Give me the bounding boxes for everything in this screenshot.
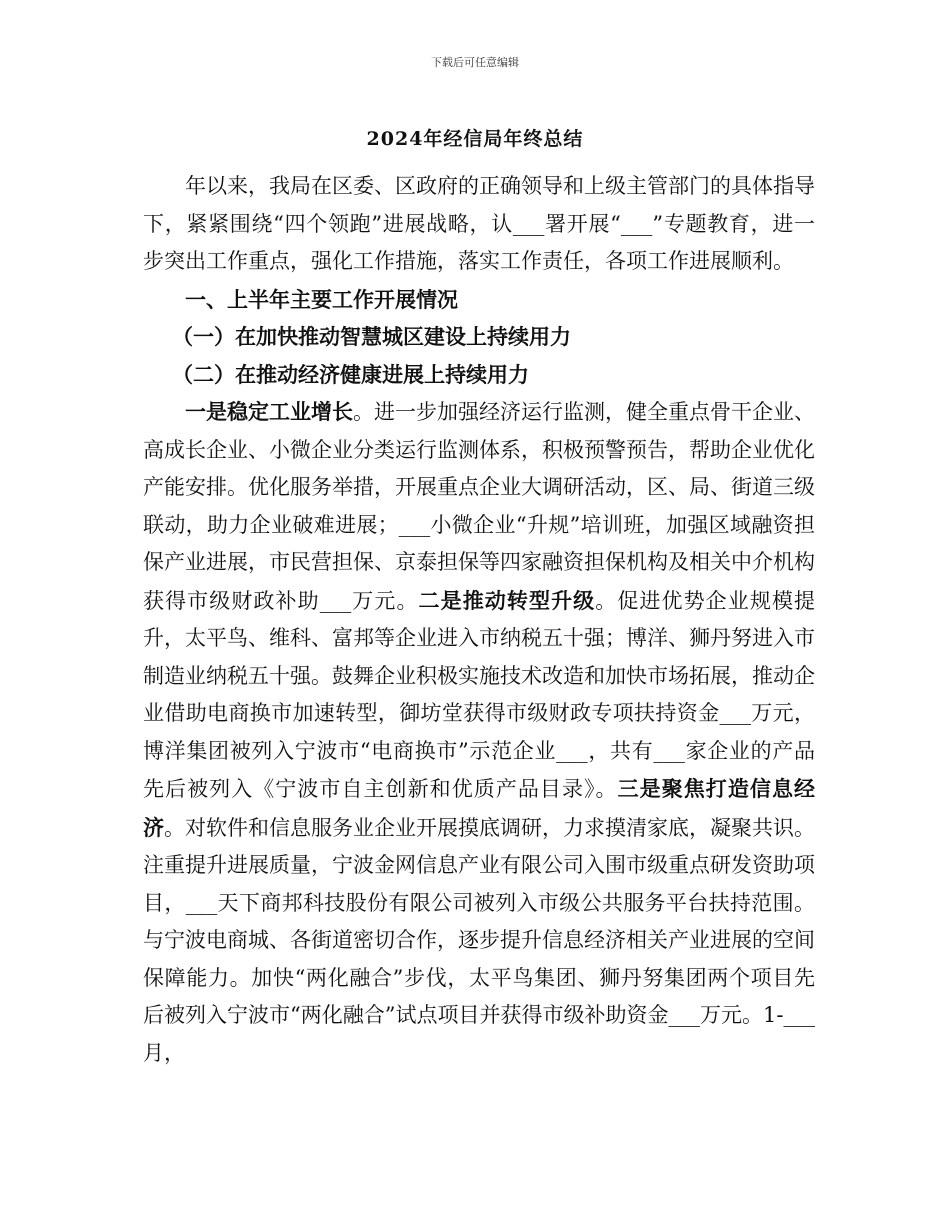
- point-lead-2: 二是推动转型升级: [418, 587, 596, 613]
- subsection-heading-2: （二）在推动经济健康进展上持续用力: [172, 361, 529, 387]
- intro-paragraph: 年以来，我局在区委、区政府的正确领导和上级主管部门的具体指导下，紧紧围绕“四个领跑”进展战略，认___署开展“___”专题教育，进一步突出工作重点，强化工作措施，落实工作责任，各项工作进展顺利。: [143, 174, 815, 273]
- document-body: [143, 168, 815, 1072]
- body-paragraph: [143, 393, 815, 1072]
- subsection-heading-1: （一）在加快推动智慧城区建设上持续用力: [172, 324, 571, 349]
- point-lead-3: 三是聚焦打造信息经济: [143, 776, 816, 840]
- point-text-2: 。促进优势企业规模提升，太平鸟、维科、富邦等企业进入市纳税五十强；博洋、狮丹努进入市制造业纳税五十强。鼓舞企业积极实施技术改造和加快市场拓展，推动企业借助电商换市加速转型，御坊堂获得市级财政专项扶持资金___万元，博洋集团被列入宁波市“电商换市”示范企业___，共有___家企业的产品先后被列入《宁波市自主创新和优质产品目录》。: [143, 588, 816, 801]
- point-text-3: 。对软件和信息服务业企业开展摸底调研，力求摸清家底，凝聚共识。注重提升进展质量，宁波金网信息产业有限公司入围市级重点研发资助项目，___天下商邦科技股份有限公司被列入市级公共服务平台扶持范围。与宁波电商城、各街道密切合作，逐步提升信息经济相关产业进展的空间保障能力。加快“两化融合”步伐，太平鸟集团、狮丹努集团两个项目先后被列入宁波市“两化融合”试点项目并获得市级补助资金___万元。1-___月，: [143, 815, 815, 1065]
- point-text-1: 。进一步加强经济运行监测，健全重点骨干企业、高成长企业、小微企业分类运行监测体系，积极预警预告，帮助企业优化产能安排。优化服务举措，开展重点企业大调研活动，区、局、街道三级联动，助力企业破难进展；___小微企业“升规”培训班，加强区域融资担保产业进展，市民营担保、京泰担保等四家融资担保机构及相关中介机构获得市级财政补助___万元。: [143, 400, 815, 613]
- section-heading-1: 一、上半年主要工作开展情况: [185, 286, 458, 312]
- page-header-note: 下载后可任意编辑: [431, 56, 519, 69]
- point-lead-1: 一是稳定工业增长: [185, 399, 353, 424]
- document-title: 2024年经信局年终总结: [366, 128, 584, 150]
